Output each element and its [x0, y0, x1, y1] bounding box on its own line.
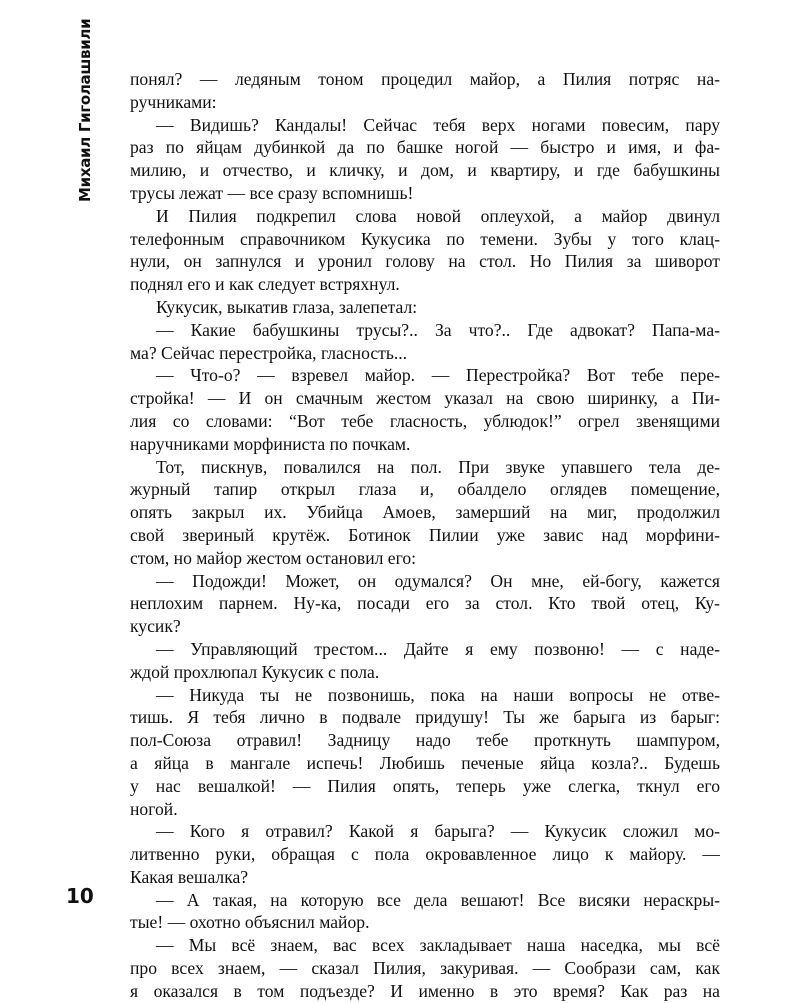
text-line: литвенно руки, обращая с пола окровавленное лицо к майору. — — [130, 844, 720, 865]
text-line: у нас вешалкой! — Пилия опять, теперь уже слегка, ткнул его — [130, 775, 720, 796]
text-line: опять закрыл их. Убийца Амоев, замерший на миг, продолжил — [130, 502, 720, 523]
text-line: лия со словами: “Вот тебе гласность, ублюдок!” огрел звенящими — [130, 410, 720, 431]
running-head — [76, 18, 100, 202]
text-line: наручниками морфиниста по почкам. — [130, 433, 411, 454]
text-line: ждой прохлюпал Кукусик с пола. — [130, 661, 380, 682]
text-line: — Что-о? — взревел майор. — Перестройка? Вот тебе пере- — [156, 365, 720, 386]
text-line: ручниками: — [130, 91, 217, 112]
text-line: ма? Сейчас перестройка, гласность... — [130, 342, 408, 363]
text-line: ногой. — [130, 798, 178, 819]
text-line: нули, он запнулся и уронил голову на стол. Но Пилия за шиворот — [130, 251, 720, 272]
text-line: И Пилия подкрепил слова новой оплеухой, а майор двинул — [156, 205, 720, 226]
running-head-author: Михаил Гиголашвили — [76, 18, 94, 202]
text-line: я оказался в том подъезде? И именно в это время? Как раз на — [130, 980, 720, 1001]
text-line: понял? — ледяным тоном процедил майор, а Пилия потряс на- — [130, 69, 720, 89]
text-line: — Мы всё знаем, вас всех закладывает наша наседка, мы всё — [156, 935, 720, 956]
text-line: — Никуда ты не позвонишь, пока на наши вопросы не отве- — [156, 684, 720, 705]
text-line: журный тапир открыл глаза и, обалдело оглядев помещение, — [130, 479, 720, 500]
text-line: неплохим парнем. Ну-ка, посади его за стол. Кто твой отец, Ку- — [130, 593, 720, 614]
text-line: милию, и отчество, и кличку, и дом, и квартиру, и где бабушкины — [130, 160, 720, 181]
text-line: телефонным справочником Кукусика по темени. Зубы у того клац- — [130, 228, 720, 249]
text-line: — Управляющий трестом... Дайте я ему позвоню! — с наде- — [156, 638, 720, 659]
body-text — [130, 68, 720, 1003]
text-line: пол-Союза отравил! Задницу надо тебе проткнуть шампуром, — [130, 730, 720, 751]
text-line: поднял его и как следует встряхнул. — [130, 274, 400, 295]
text-line: Тот, пискнув, повалился на пол. При звуке упавшего тела де- — [156, 456, 720, 477]
text-line: а яйца в мангале испечь! Любишь печеные яйца козла?.. Будешь — [130, 752, 720, 773]
text-line: Кукусик, выкатив глаза, залепетал: — [156, 296, 418, 317]
text-line: раз по яйцам дубинкой да по башке ногой — быстро и имя, и фа- — [130, 137, 720, 158]
text-line: — Подожди! Может, он одумался? Он мне, ей-богу, кажется — [156, 570, 720, 591]
text-line: тишь. Я тебя лично в подвале придушу! Ты же барыга из барыг: — [130, 707, 720, 728]
text-line: стом, но майор жестом остановил его: — [130, 547, 417, 568]
text-line: кусик? — [130, 616, 181, 637]
text-line: трусы лежат — все сразу вспомнишь! — [130, 182, 414, 203]
page-number: 10 — [66, 884, 94, 908]
text-line: — Какие бабушкины трусы?.. За что?.. Где адвокат? Папа-ма- — [156, 319, 720, 340]
text-line: Какая вешалка? — [130, 866, 249, 887]
text-line: про всех знаем, — сказал Пилия, закуривая. — Сообрази сам, как — [130, 958, 720, 979]
text-line: стройка! — И он смачным жестом указал на свою ширинку, а Пи- — [130, 388, 720, 409]
text-line: — Видишь? Кандалы! Сейчас тебя верх ногами повесим, пару — [156, 114, 720, 135]
text-line: свой звериный крутёж. Ботинок Пилии уже завис над морфини- — [130, 524, 720, 545]
text-line: тые! — охотно объяснил майор. — [130, 912, 370, 933]
text-line: — А такая, на которую все дела вешают! Все висяки нераскры- — [156, 889, 720, 910]
text-line: — Кого я отравил? Какой я барыга? — Кукусик сложил мо- — [156, 821, 720, 842]
